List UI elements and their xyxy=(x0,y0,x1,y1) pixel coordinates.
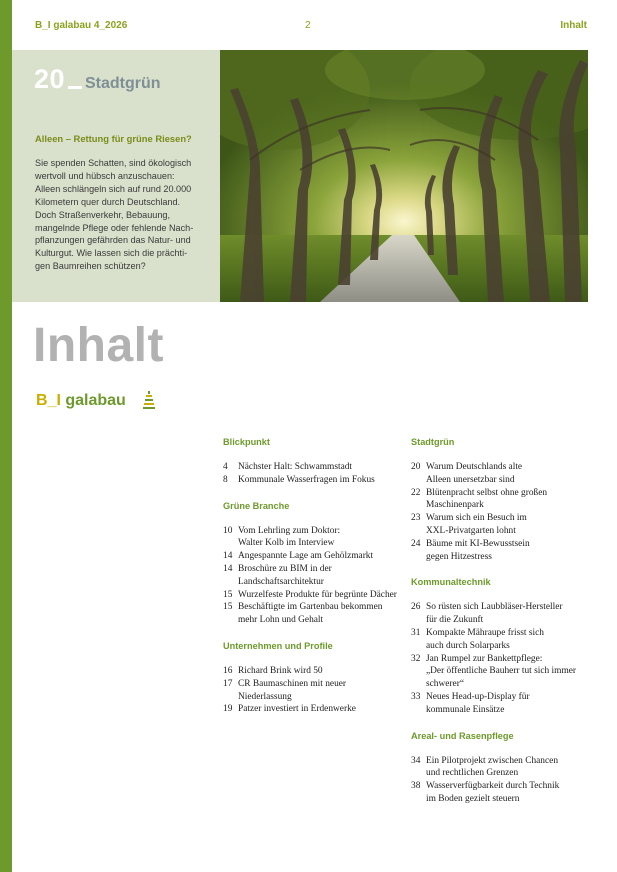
toc-section-heading: Kommunaltechnik xyxy=(411,577,491,588)
header-issue: B_I galabau 4_2026 xyxy=(35,20,128,31)
toc-entry[interactable]: 14 Angespannte Lage am Gehölzmarkt xyxy=(223,551,374,562)
page-title: Inhalt xyxy=(33,319,164,372)
teaser-headline: Alleen – Rettung für grüne Riesen? xyxy=(35,133,192,144)
header-page-number: 2 xyxy=(305,20,311,31)
toc-entry[interactable]: 38 Wasserverfügbarkeit durch Technik im Boden gezielt steuern xyxy=(411,781,560,804)
teaser-page-number: 20 xyxy=(34,64,82,95)
toc-entry[interactable]: 24 Bäume mit KI-Bewusstsein gegen Hitzestress xyxy=(411,538,530,562)
logo-tree-icon xyxy=(143,390,155,412)
toc-entry[interactable]: 31 Kompakte Mähraupe frisst sich auch durch Solarparks xyxy=(411,627,544,651)
left-accent-bar xyxy=(0,0,12,872)
toc-left-column xyxy=(223,437,403,716)
toc-entry[interactable]: 34 Ein Pilotprojekt zwischen Chancen und rechtlichen Grenzen xyxy=(411,755,559,779)
toc-entry[interactable]: 15 Wurzelfeste Produkte für begrünte Dächer xyxy=(223,589,397,600)
teaser-category: Stadtgrün xyxy=(85,75,161,92)
magazine-logo: B_I galabau xyxy=(36,392,126,409)
toc-entry[interactable]: 23 Warum sich ein Besuch im XXL-Privatgarten lohnt xyxy=(411,513,527,536)
toc-section-heading: Grüne Branche xyxy=(223,500,290,511)
toc-right-column xyxy=(411,437,591,806)
toc-entry[interactable]: 32 Jan Rumpel zur Bankettpflege: „Der öffentliche Bauherr tut sich immer schwerer“ xyxy=(411,653,577,690)
cover-teaser[interactable] xyxy=(12,50,220,302)
toc-entry[interactable]: 20 Warum Deutschlands alte Alleen unersetzbar sind xyxy=(411,462,523,485)
teaser-body: Sie spenden Schatten, sind ökologisch wertvoll und hübsch anzuschauen: Alleen schlängeln sich auf rund 20.000 Kilometern quer durch Deutschland. Doch Straßenverkehr, Bebauung, mangelnde Pflege oder fehlende Nach- pflanzungen gefährden das Natur- und Kulturgut. Wie lassen sich die prächti- gen Baumreihen schützen? xyxy=(35,158,194,272)
toc-entry[interactable]: 8 Kommunale Wasserfragen im Fokus xyxy=(223,474,375,485)
toc-section-heading: Areal- und Rasenpflege xyxy=(411,730,514,741)
toc-section-heading: Unternehmen und Profile xyxy=(223,640,333,651)
toc-entry[interactable]: 26 So rüsten sich Laubbläser-Hersteller für die Zukunft xyxy=(411,602,563,626)
toc-entry[interactable]: 22 Blütenpracht selbst ohne großen Maschinenpark xyxy=(411,487,548,511)
toc-section-heading: Blickpunkt xyxy=(223,437,270,447)
toc-entry[interactable]: 14 Broschüre zu BIM in der Landschaftsarchitektur xyxy=(223,563,332,587)
toc-entry[interactable]: 17 CR Baumaschinen mit neuer Niederlassung xyxy=(223,678,347,702)
tree-alley-photo xyxy=(220,50,588,302)
toc-entry[interactable]: 10 Vom Lehrling zum Doktor: Walter Kolb im Interview xyxy=(223,525,341,549)
toc-entry[interactable]: 16 Richard Brink wird 50 xyxy=(223,665,323,676)
toc-entry[interactable]: 15 Beschäftigte im Gartenbau bekommen mehr Lohn und Gehalt xyxy=(223,602,383,626)
toc-entry[interactable]: 4 Nächster Halt: Schwammstadt xyxy=(223,462,353,472)
toc-entry[interactable]: 33 Neues Head-up-Display für kommunale Einsätze xyxy=(411,691,530,715)
toc-entry[interactable]: 19 Patzer investiert in Erdenwerke xyxy=(223,704,356,715)
toc-section-heading: Stadtgrün xyxy=(411,437,455,447)
header-section: Inhalt xyxy=(560,20,587,31)
